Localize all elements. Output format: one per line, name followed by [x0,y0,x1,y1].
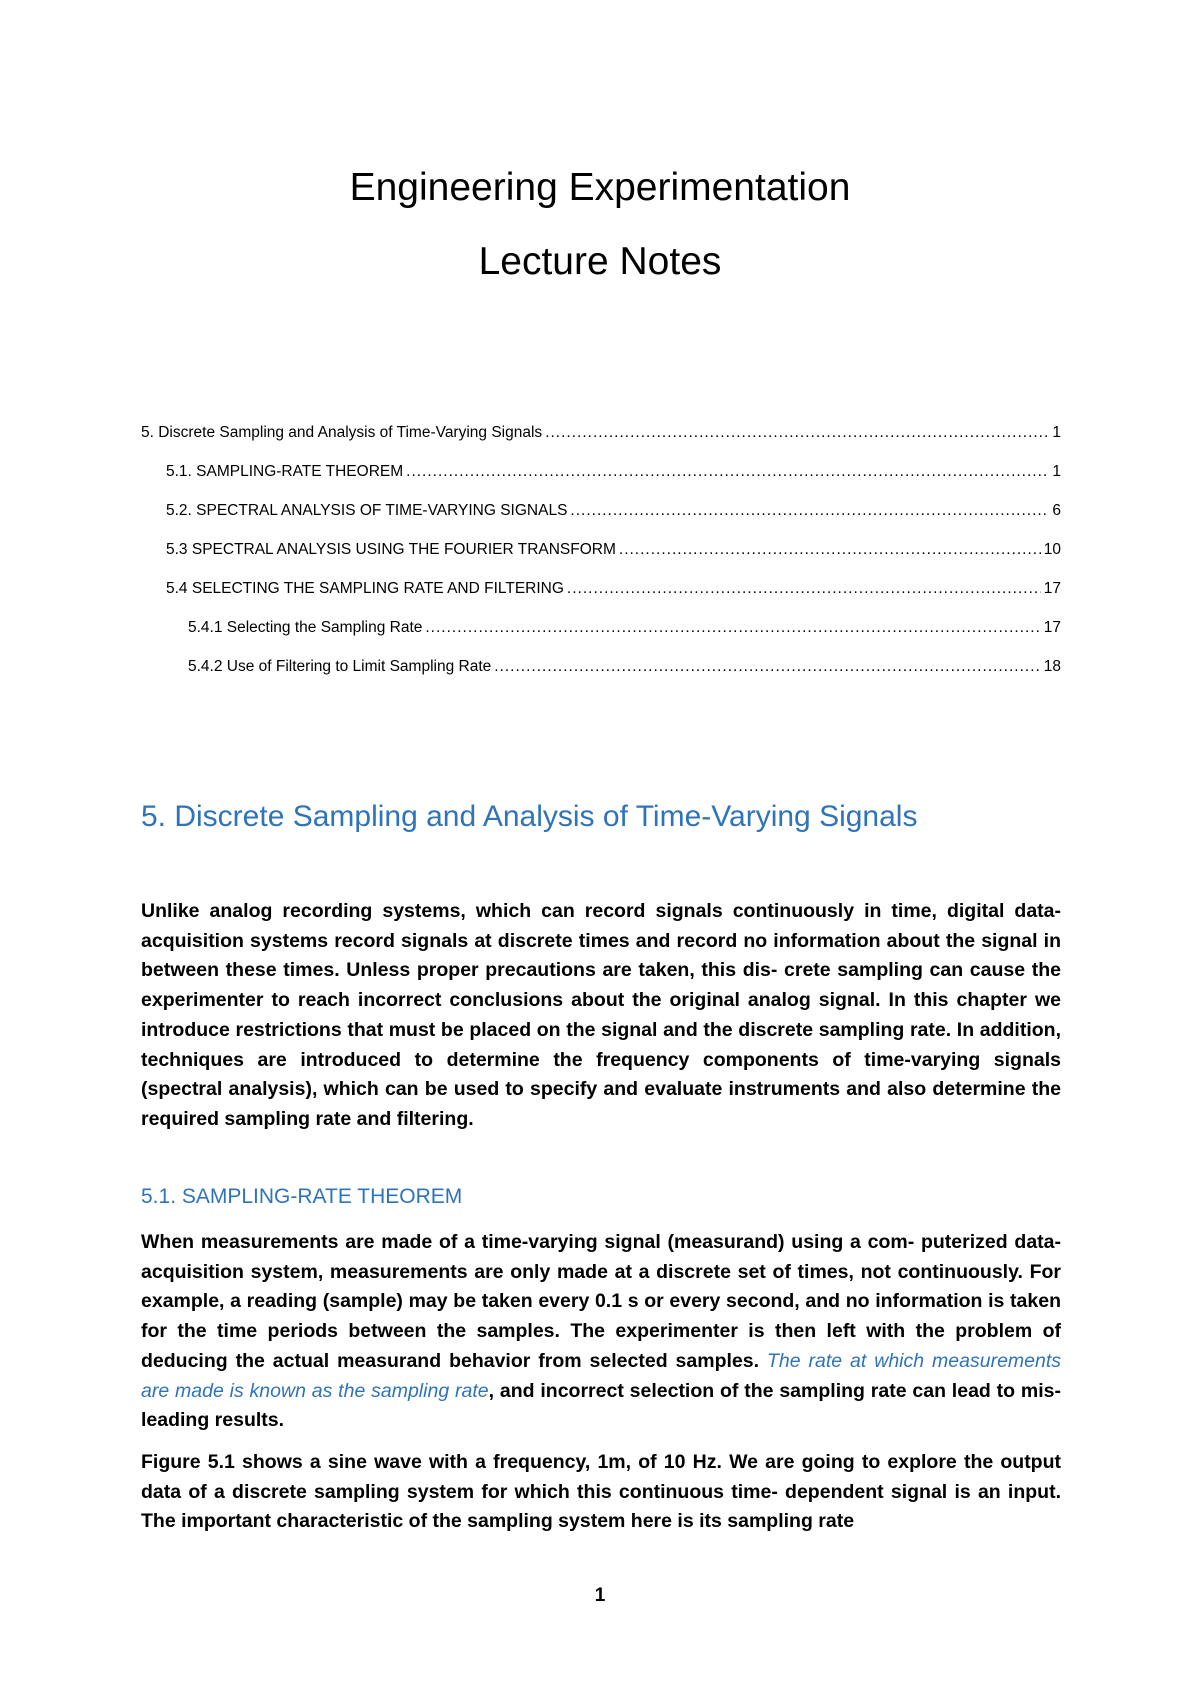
toc-entry-page: 6 [1052,502,1061,519]
page-number: 1 [594,1585,606,1606]
toc-entry-title: 5.2. SPECTRAL ANALYSIS OF TIME-VARYING SIGNALS [166,502,568,519]
section-intro-paragraph: Unlike analog recording systems, which can record signals continuously in time, digital data-acquisition systems record signals at discrete times and record no information about the signal in between these times. Unless proper precautions are taken, this dis- crete sampling can cause the experimenter to reach incorrect conclusions about the original analog signal. In this chapter we introduce restrictions that must be placed on the signal and the discrete sampling rate. In addition, techniques are introduced to determine the frequency components of time-varying signals (spectral analysis), which can be used to specify and evaluate instruments and also determine the required sampling rate and filtering. [141,900,1061,1130]
toc-entry-page: 1 [1052,424,1061,441]
toc-leader-dots [570,502,1049,520]
toc-entry-title: 5.3 SPECTRAL ANALYSIS USING THE FOURIER TRANSFORM [166,541,616,558]
toc-entry[interactable] [188,619,1061,658]
toc-leader-dots [425,619,1040,637]
toc-entry[interactable] [188,658,1061,697]
toc-entry[interactable] [166,502,1061,541]
toc-leader-dots [619,541,1041,559]
sampling-rate-paragraph [141,1228,1061,1436]
toc-entry-page: 17 [1043,619,1061,636]
section-heading: 5. Discrete Sampling and Analysis of Time-Varying Signals [141,800,918,833]
sampling-rate-definition: The rate at which measurements are made is known as the sampling rate [141,1349,1062,1402]
document-title: Engineering Experimentation [349,166,851,209]
toc-entry-page: 17 [1043,580,1061,597]
toc-entry-title: 5.4.2 Use of Filtering to Limit Sampling Rate [188,658,492,675]
toc-entry-title: 5.4 SELECTING THE SAMPLING RATE AND FILTERING [166,580,564,597]
toc-entry[interactable] [166,463,1061,502]
toc-entry-title: 5. Discrete Sampling and Analysis of Time-Varying Signals [141,424,543,441]
toc-leader-dots [545,424,1049,442]
paragraph-text: , and incorrect selection of the sampling rate can lead to mis- leading results. [141,1379,1061,1432]
document-subtitle: Lecture Notes [478,240,722,283]
paragraph-text: When measurements are made of a time-varying signal (measurand) using a com- puterized data-acquisition system, measurements are only made at a discrete set of times, not continuously. For example, a reading (sample) may be taken every 0.1 s or every second, and no information is taken for the time periods between the samples. The experimenter is then left with the problem of deducing the actual measurand behavior from selected samples. [141,1231,1061,1372]
toc-entry-page: 18 [1043,658,1061,675]
figure-reference-paragraph: Figure 5.1 shows a sine wave with a frequency, 1m, of 10 Hz. We are going to explore the output data of a discrete sampling system for which this continuous time- dependent signal is an input. The important characteristic of the sampling system here is its sampling rate [141,1451,1061,1533]
toc-entry[interactable] [141,424,1061,463]
toc-leader-dots [406,463,1049,481]
toc-entry-page: 10 [1043,541,1061,558]
toc-entry-title: 5.4.1 Selecting the Sampling Rate [188,619,423,636]
toc-entry[interactable] [166,541,1061,580]
toc-entry-page: 1 [1052,463,1061,480]
table-of-contents [141,424,1061,697]
toc-entry[interactable] [166,580,1061,619]
subsection-heading: 5.1. SAMPLING-RATE THEOREM [141,1185,463,1208]
toc-entry-title: 5.1. SAMPLING-RATE THEOREM [166,463,404,480]
toc-leader-dots [567,580,1041,598]
toc-leader-dots [494,658,1041,676]
